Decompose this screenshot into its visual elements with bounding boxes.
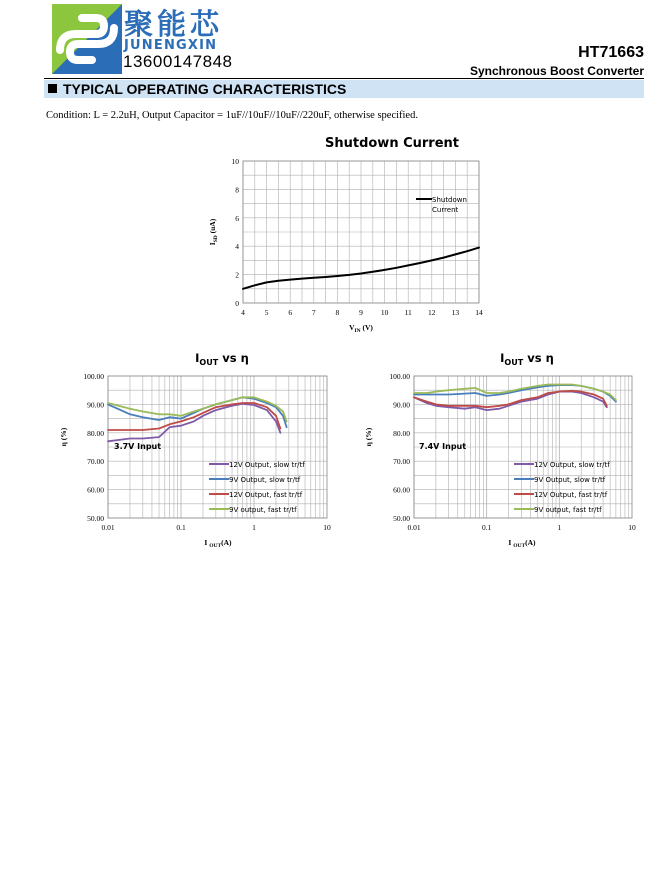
- x-tick-label: 9: [359, 308, 363, 317]
- chart-title: Shutdown Current: [324, 136, 460, 151]
- y-axis-label: $I_{SD}$ (uA): [208, 218, 219, 246]
- chart-1: [208, 136, 483, 334]
- y-tick-label: 0: [235, 299, 239, 308]
- x-axis-label: $V_{IN}$ (V): [349, 323, 373, 334]
- y-tick-label: 80.00: [87, 428, 104, 438]
- chart-title: $I_{OUT}$ vs η: [500, 351, 554, 367]
- y-tick-label: 60.00: [393, 485, 410, 495]
- series-line-2: [108, 397, 287, 427]
- y-tick-label: 50.00: [393, 514, 410, 523]
- x-tick-label: 7: [311, 308, 316, 317]
- legend-label: 9V output, fast tr/tf: [229, 506, 297, 514]
- x-tick-label: 0.01: [101, 523, 115, 532]
- y-tick-label: 50.00: [87, 514, 104, 523]
- legend-label: 12V Output, slow tr/tf: [229, 461, 305, 469]
- x-tick-label: 5: [264, 308, 269, 317]
- brand-english-name: JUNENGXIN: [124, 38, 218, 53]
- x-tick-label: 13: [451, 308, 460, 317]
- input-voltage-annotation: 3.7V Input: [114, 442, 162, 451]
- series-line-3: [108, 403, 280, 430]
- chart-2: [59, 351, 331, 549]
- legend-label: 12V Output, slow tr/tf: [534, 461, 610, 469]
- x-tick-label: 0.1: [176, 523, 186, 532]
- brand-chinese-name: 聚能芯: [124, 7, 224, 41]
- y-axis-label: η (%): [59, 427, 68, 447]
- x-tick-label: 12: [428, 308, 436, 317]
- y-tick-label: 80.00: [393, 428, 410, 438]
- legend-label: Shutdown: [432, 196, 467, 204]
- y-tick-label: 70.00: [87, 457, 104, 467]
- legend-label: 9V Output, slow tr/tf: [534, 476, 606, 484]
- x-tick-label: 1: [557, 523, 562, 532]
- legend: [209, 461, 305, 514]
- input-voltage-annotation: 7.4V Input: [419, 442, 467, 451]
- legend: [514, 461, 610, 514]
- x-tick-label: 8: [335, 308, 340, 317]
- y-tick-label: 2: [235, 270, 239, 280]
- brand-phone: 13600147848: [123, 52, 233, 71]
- y-tick-label: 60.00: [87, 485, 104, 495]
- x-tick-label: 10: [380, 308, 389, 317]
- y-tick-label: 10: [231, 157, 239, 166]
- chart-3: [364, 351, 636, 549]
- test-condition: Condition: L = 2.2uH, Output Capacitor = 1uF//10uF//10uF//220uF, otherwise specified.: [46, 110, 418, 121]
- x-tick-label: 6: [288, 308, 293, 317]
- y-tick-label: 8: [235, 185, 239, 195]
- y-tick-label: 90.00: [87, 400, 104, 410]
- x-axis-label: I $_{OUT}$(A): [508, 538, 536, 549]
- x-tick-label: 0.01: [407, 523, 421, 532]
- y-tick-label: 4: [235, 242, 239, 252]
- doc-subtitle: Synchronous Boost Converter: [469, 64, 644, 78]
- legend: [416, 196, 467, 214]
- x-axis-label: I $_{OUT}$(A): [204, 538, 232, 549]
- y-tick-label: 70.00: [393, 457, 410, 467]
- legend-label: 9V Output, slow tr/tf: [229, 476, 301, 484]
- part-number: HT71663: [578, 44, 644, 61]
- y-tick-label: 6: [235, 213, 239, 223]
- chart-title: $I_{OUT}$ vs η: [195, 351, 249, 367]
- y-tick-label: 100.00: [389, 372, 410, 381]
- legend-label: 12V Output, fast tr/tf: [229, 491, 303, 499]
- section-title-text: TYPICAL OPERATING CHARACTERISTICS: [63, 81, 347, 97]
- x-tick-label: 11: [404, 308, 412, 317]
- x-tick-label: 0.1: [481, 523, 492, 532]
- x-tick-label: 1: [252, 523, 256, 532]
- y-tick-label: 90.00: [393, 400, 410, 410]
- y-axis-label: η (%): [364, 427, 373, 447]
- legend-label: Current: [432, 206, 459, 214]
- x-tick-label: 14: [475, 308, 483, 317]
- x-tick-label: 10: [628, 523, 636, 532]
- x-tick-label: 10: [323, 523, 331, 532]
- legend-label: 9V output, fast tr/tf: [534, 506, 602, 514]
- y-tick-label: 100.00: [83, 372, 104, 381]
- legend-label: 12V Output, fast tr/tf: [534, 491, 608, 499]
- x-tick-label: 4: [241, 308, 245, 317]
